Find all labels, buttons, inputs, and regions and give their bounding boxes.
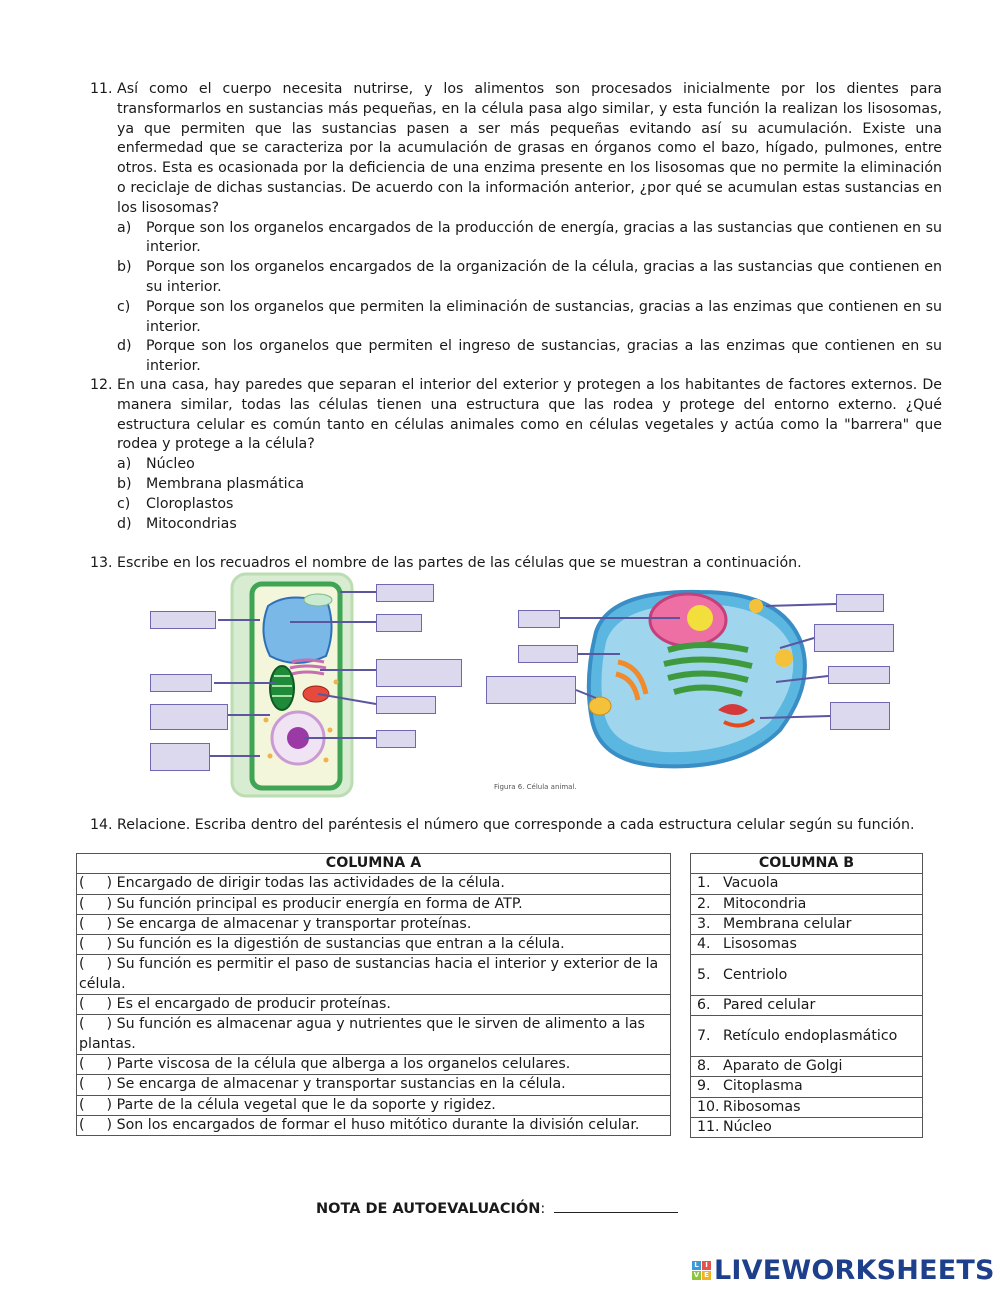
structure-number: 4. [697,936,711,953]
column-b-cell [691,914,923,934]
column-a-cell [77,1075,671,1095]
logo-text: LIVEWORKSHEETS [714,1254,995,1286]
column-b-cell [691,1056,923,1076]
question-number: 14. [90,817,113,833]
table-row [691,935,923,955]
answer-option[interactable] [117,337,942,377]
structure-number: 11. [697,1118,720,1135]
question-number: 12. [90,377,113,393]
plant-label-box-8[interactable] [376,696,436,714]
answer-option[interactable] [117,298,942,338]
structure-name: Vacuola [723,875,779,892]
logo-grid-cell: V [693,1270,700,1279]
option-text: Núcleo [146,456,195,473]
column-b-cell [691,1016,923,1057]
structure-function-text: Son los encargados de formar el huso mitótico durante la división celular. [116,1116,640,1133]
answer-option[interactable] [117,455,942,475]
column-b-cell [691,894,923,914]
column-a-cell [77,955,671,995]
table-row [77,914,671,934]
table-row [77,1095,671,1115]
column-a-cell [77,1054,671,1074]
paren-open: ( [79,1055,85,1072]
column-a-table [76,853,671,1136]
question-text: Así como el cuerpo necesita nutrirse, y los alimentos son procesados inicialmente por los dientes para transformarlos en sustancias más pequeñas, en la célula pasa algo similar, y esta función la realizan los lisosomas, ya que permiten que las sustancias pasen a ser más pequeñas evitando así su acumulación. Existe una enfermedad que se caracteriza por la acumulación de grasas en órganos como el bazo, hígado, pulmones, entre otros. Esta es ocasionada por la deficiencia de una enzima presente en los lisosomas que no permite la eliminación o reciclaje de dichas sustancias. De acuerdo con la información anterior, ¿por qué se acumulan estas sustancias en los lisosomas? [117,81,942,216]
paren-open: ( [79,996,85,1013]
option-text: Porque son los organelos que permiten el ingreso de sustancias, gracias a las enzimas que contienen en su interior. [146,338,942,375]
paren-close: ) [106,1055,113,1072]
structure-name: Membrana celular [723,915,852,932]
column-a-cell [77,874,671,894]
plant-label-box-1[interactable] [150,611,216,629]
option-letter: a) [117,219,132,236]
structure-name: Centriolo [723,966,788,983]
answer-number-input[interactable] [85,956,107,971]
table-row [77,1075,671,1095]
paren-close: ) [106,996,113,1013]
nota-blank-line[interactable] [554,1199,678,1213]
animal-label-box-6[interactable] [828,666,890,684]
structure-function-text: Es el encargado de producir proteínas. [116,996,391,1013]
column-a-cell [77,1095,671,1115]
question-11 [90,80,942,377]
animal-label-box-4[interactable] [836,594,884,612]
table-row [77,1115,671,1135]
table-row [691,1117,923,1137]
structure-name: Retículo endoplasmático [723,1027,898,1044]
option-text: Porque son los organelos que permiten la eliminación de sustancias, gracias a las enzimas que contienen en su interior. [146,298,942,335]
figure-caption: Figura 6. Célula animal. [494,783,577,791]
cell-diagrams [140,570,920,800]
question-number: 13. [90,555,113,571]
question-number: 11. [90,81,113,97]
animal-label-box-3[interactable] [486,676,576,704]
column-b-cell [691,935,923,955]
paren-open: ( [79,956,85,973]
animal-label-box-1[interactable] [518,610,560,628]
structure-name: Citoplasma [723,1078,803,1095]
logo-grid-icon [692,1261,711,1280]
structure-number: 10. [697,1098,720,1115]
table-row [691,1097,923,1117]
animal-label-box-5[interactable] [814,624,894,652]
plant-label-box-9[interactable] [376,730,416,748]
answer-number-input[interactable] [85,1097,107,1112]
plant-label-box-2[interactable] [150,674,212,692]
question-text: En una casa, hay paredes que separan el interior del exterior y protegen a los habitantes de factores externos. De manera similar, todas las células tienen una estructura que las rodea y protege del entorno externo. ¿Qué estructura celular es común tanto en células animales como en células vegetales y actúa como la "barrera" que rodea y protege a la célula? [117,377,942,453]
paren-close: ) [106,956,113,973]
question-14 [90,816,942,836]
structure-number: 8. [697,1057,711,1074]
answer-number-input[interactable] [85,936,107,951]
answer-number-input[interactable] [85,996,107,1011]
column-b-cell [691,1077,923,1097]
logo-grid-cell: L [692,1261,701,1270]
structure-name: Lisosomas [723,936,797,953]
structure-number: 9. [697,1078,711,1095]
paren-close: ) [106,875,113,892]
table-row [77,874,671,894]
column-a-cell [77,995,671,1015]
structure-number: 2. [697,895,711,912]
column-b-header: COLUMNA B [691,854,923,874]
structure-function-text: Parte de la célula vegetal que le da soporte y rigidez. [116,1096,496,1113]
paren-close: ) [106,936,113,953]
column-b-cell [691,1097,923,1117]
structure-function-text: Encargado de dirigir todas las actividades de la célula. [116,875,505,892]
column-a-header: COLUMNA A [77,854,671,874]
column-b-cell [691,874,923,894]
option-text: Porque son los organelos encargados de la producción de energía, gracias a las sustancias que contienen en su interior. [146,219,942,256]
nota-colon: : [540,1201,546,1217]
paren-close: ) [106,1016,113,1033]
structure-name: Núcleo [723,1118,772,1135]
paren-close: ) [106,1076,113,1093]
structure-name: Pared celular [723,997,816,1014]
question-12 [90,376,942,534]
table-row [691,955,923,996]
structure-number: 1. [697,875,711,892]
structure-number: 5. [697,966,711,983]
structure-number: 7. [697,1027,711,1044]
nota-label: NOTA DE AUTOEVALUACIÓN [316,1201,541,1217]
column-b-cell [691,1117,923,1137]
table-row [77,995,671,1015]
paren-open: ( [79,936,85,953]
structure-name: Ribosomas [723,1098,801,1115]
logo-grid-cell: I [702,1261,711,1270]
structure-function-text: Su función es almacenar agua y nutrientes que le sirven de alimento a las plantas. [79,1016,645,1052]
paren-open: ( [79,1116,85,1133]
table-row [691,874,923,894]
option-letter: c) [117,495,131,512]
answer-option[interactable] [117,475,942,495]
liveworksheets-logo [692,1254,995,1286]
structure-function-text: Su función es la digestión de sustancias que entran a la célula. [116,936,565,953]
structure-function-text: Se encarga de almacenar y transportar proteínas. [116,915,472,932]
table-row [77,1054,671,1074]
table-row [691,914,923,934]
self-evaluation-grade [316,1199,678,1217]
plant-label-box-3[interactable] [150,704,228,730]
plant-label-box-7[interactable] [376,659,462,687]
structure-name: Mitocondria [723,895,807,912]
structure-function-text: Se encarga de almacenar y transportar sustancias en la célula. [116,1076,566,1093]
answer-option[interactable] [117,515,942,535]
option-text: Cloroplastos [146,495,234,512]
table-row [77,935,671,955]
structure-function-text: Su función es permitir el paso de sustancias hacia el interior y exterior de la célula. [79,956,659,992]
option-letter: c) [117,298,131,315]
paren-open: ( [79,1076,85,1093]
animal-label-box-7[interactable] [830,702,890,730]
table-row [77,955,671,995]
table-row [691,894,923,914]
table-row [691,1016,923,1057]
answer-number-input[interactable] [85,896,107,911]
option-letter: b) [117,475,132,492]
structure-function-text: Su función principal es producir energía en forma de ATP. [116,895,523,912]
answer-option[interactable] [117,495,942,515]
answer-number-input[interactable] [85,1076,107,1091]
column-b-table [690,853,923,1138]
table-row [691,1077,923,1097]
paren-close: ) [106,895,113,912]
answer-number-input[interactable] [85,1016,107,1031]
option-letter: a) [117,456,132,473]
option-text: Porque son los organelos encargados de la organización de la célula, gracias a las sustancias que contienen en su interior. [146,259,942,295]
plant-cell-illustration [232,574,352,796]
paren-close: ) [106,1116,113,1133]
answer-number-input[interactable] [85,1117,107,1132]
question-text: Escribe en los recuadros el nombre de las partes de las células que se muestran a continuación. [117,555,802,571]
column-b-cell [691,955,923,996]
answer-number-input[interactable] [85,875,107,890]
logo-grid-cell: E [702,1271,711,1280]
plant-label-box-6[interactable] [376,614,422,632]
plant-label-box-4[interactable] [150,743,210,771]
table-row [77,894,671,914]
column-a-cell [77,935,671,955]
paren-open: ( [79,1096,85,1113]
plant-label-box-5[interactable] [376,584,434,602]
answer-options [117,455,942,534]
paren-close: ) [106,1096,113,1113]
option-letter: d) [117,338,132,355]
table-row [691,996,923,1016]
column-a-cell [77,914,671,934]
answer-number-input[interactable] [85,916,107,931]
option-letter: d) [117,515,132,532]
option-letter: b) [117,259,132,276]
table-row [691,1056,923,1076]
structure-number: 3. [697,915,711,932]
option-text: Mitocondrias [146,515,237,532]
answer-number-input[interactable] [85,1056,107,1071]
structure-number: 6. [697,997,711,1014]
column-a-cell [77,1015,671,1055]
paren-open: ( [79,875,85,892]
column-a-cell [77,894,671,914]
animal-label-box-2[interactable] [518,645,578,663]
answer-option[interactable] [117,219,942,259]
column-b-cell [691,996,923,1016]
option-text: Membrana plasmática [146,475,305,492]
question-text: Relacione. Escriba dentro del paréntesis el número que corresponde a cada estructura celular según su función. [117,817,915,833]
paren-close: ) [106,915,113,932]
paren-open: ( [79,1016,85,1033]
answer-options [117,219,942,377]
paren-open: ( [79,895,85,912]
column-a-cell [77,1115,671,1135]
structure-function-text: Parte viscosa de la célula que alberga a los organelos celulares. [116,1055,571,1072]
paren-open: ( [79,915,85,932]
table-row [77,1015,671,1055]
answer-option[interactable] [117,258,942,298]
structure-name: Aparato de Golgi [723,1057,843,1074]
